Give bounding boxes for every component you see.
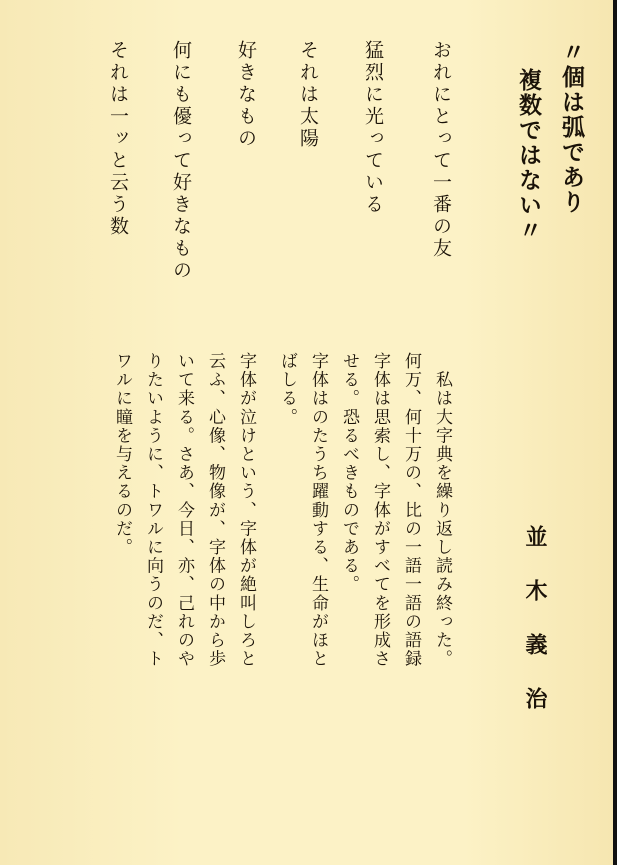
poem-line-4: 好きなもの <box>235 40 257 150</box>
prose-line-4: せる。恐るべきものである。 <box>339 352 359 594</box>
poem-line-3: それは太陽 <box>297 40 319 150</box>
poem-line-6: それは一ッと云う数 <box>107 40 129 238</box>
poem-line-2: 猛烈に光っている <box>362 40 384 216</box>
title-line-1: 〃個は弧であり <box>558 40 585 215</box>
prose-line-9: いて来る。さあ、今日、亦、己れのや <box>174 352 194 669</box>
title-line-2: 複数ではない〃 <box>515 68 542 243</box>
prose-line-6: ばしる。 <box>277 352 297 427</box>
author-name: 並木義治 <box>522 525 548 741</box>
prose-line-7: 字体が泣けという、字体が絶叫しろと <box>236 352 256 669</box>
poem-line-1: おれにとって一番の友 <box>430 40 452 260</box>
prose-line-5: 字体はのたうち躍動する、生命がほと <box>308 352 328 669</box>
prose-line-2: 何万、何十万の、比の一語一語の語録 <box>401 352 421 669</box>
poem-line-5: 何にも優って好きなもの <box>170 40 192 282</box>
prose-line-8: 云ふ、心像、物像が、字体の中から歩 <box>205 352 225 669</box>
prose-line-11: ワルに瞳を与えるのだ。 <box>112 352 132 557</box>
page-edge <box>613 0 617 865</box>
prose-line-1: 私は大字典を繰り返し読み終った。 <box>432 352 452 669</box>
prose-line-3: 字体は思索し、字体がすべてを形成さ <box>370 352 390 669</box>
prose-line-10: りたいように、トワルに向うのだ、ト <box>143 352 163 669</box>
